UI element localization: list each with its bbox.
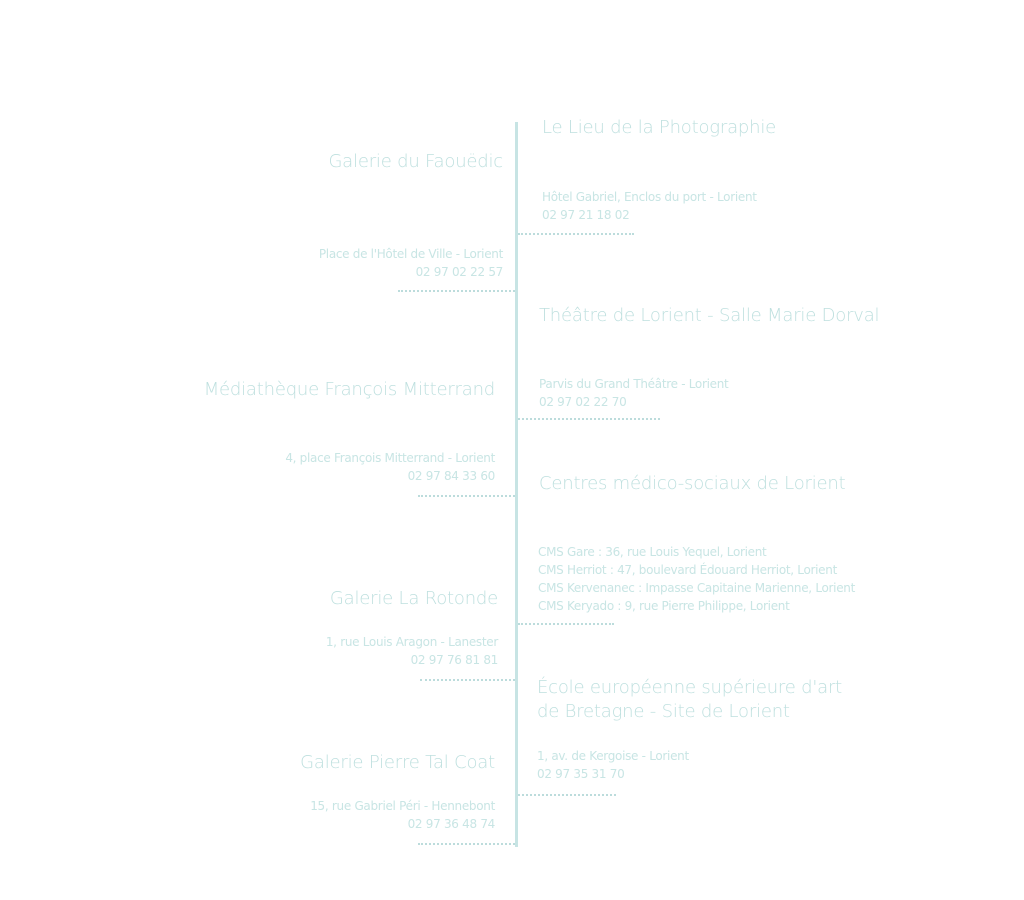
dotted-connector <box>418 495 515 497</box>
venue-galerie-la-rotonde-details <box>326 633 498 669</box>
venue-name: Théâtre de Lorient - Salle Marie Dorval <box>539 305 880 326</box>
venue-phone: 02 97 02 22 70 <box>539 395 627 409</box>
venue-mediatheque-mitterrand <box>204 378 495 402</box>
dotted-connector <box>518 233 634 235</box>
venue-galerie-pierre-tal-coat <box>300 751 495 775</box>
venue-galerie-faouedic-details <box>319 245 503 281</box>
cms-address-line: CMS Keryado : 9, rue Pierre Philippe, Lorient <box>538 599 790 613</box>
venue-mediatheque-mitterrand-details <box>285 449 495 485</box>
venue-name: Médiathèque François Mitterrand <box>203 379 495 400</box>
venue-address: 15, rue Gabriel Péri - Hennebont <box>310 799 495 813</box>
venue-lieu-photographie-details <box>542 188 757 224</box>
venue-phone: 02 97 21 18 02 <box>542 208 630 222</box>
venue-galerie-faouedic <box>328 150 503 174</box>
cms-address-line: CMS Kervenanec : Impasse Capitaine Marienne, Lorient <box>538 581 855 595</box>
venue-address: 1, av. de Kergoise - Lorient <box>537 749 689 763</box>
venue-name: Le Lieu de la Photographie <box>542 117 777 138</box>
venue-name-line-1: École européenne supérieure d'art <box>537 677 842 698</box>
cms-address-line: CMS Herriot : 47, boulevard Édouard Herriot, Lorient <box>538 563 837 577</box>
dotted-connector <box>418 843 515 845</box>
venue-phone: 02 97 35 31 70 <box>537 767 625 781</box>
venue-theatre-lorient-details <box>539 375 728 411</box>
venue-galerie-la-rotonde <box>330 587 498 611</box>
venue-name: Galerie du Faouëdic <box>328 151 503 172</box>
venue-name-line-2: de Bretagne - Site de Lorient <box>537 701 790 722</box>
venue-centres-medico-sociaux <box>539 472 845 496</box>
dotted-connector <box>518 794 616 796</box>
dotted-connector <box>398 290 515 292</box>
timeline-vertical-line <box>515 122 518 847</box>
venue-ecole-europeenne-art-details <box>537 747 689 783</box>
venue-phone: 02 97 84 33 60 <box>407 469 495 483</box>
venue-address: Hôtel Gabriel, Enclos du port - Lorient <box>542 190 757 204</box>
venue-name: Galerie La Rotonde <box>329 588 498 609</box>
venue-theatre-lorient <box>539 304 879 328</box>
dotted-connector <box>518 418 660 420</box>
venue-address: Place de l'Hôtel de Ville - Lorient <box>318 247 503 261</box>
dotted-connector <box>420 679 515 681</box>
venue-lieu-photographie <box>542 116 776 140</box>
cms-address-line: CMS Gare : 36, rue Louis Yequel, Lorient <box>538 545 767 559</box>
venue-address: 1, rue Louis Aragon - Lanester <box>325 635 498 649</box>
venue-address: 4, place François Mitterrand - Lorient <box>285 451 495 465</box>
venue-address: Parvis du Grand Théâtre - Lorient <box>539 377 729 391</box>
venue-centres-medico-sociaux-details <box>538 543 855 615</box>
venue-galerie-pierre-tal-coat-details <box>310 797 495 833</box>
venue-phone: 02 97 76 81 81 <box>410 653 498 667</box>
venue-ecole-europeenne-art <box>537 676 842 724</box>
venue-name: Galerie Pierre Tal Coat <box>300 752 495 773</box>
dotted-connector <box>518 623 614 625</box>
venue-phone: 02 97 36 48 74 <box>407 817 495 831</box>
venue-phone: 02 97 02 22 57 <box>415 265 503 279</box>
venue-name: Centres médico-sociaux de Lorient <box>539 473 846 494</box>
